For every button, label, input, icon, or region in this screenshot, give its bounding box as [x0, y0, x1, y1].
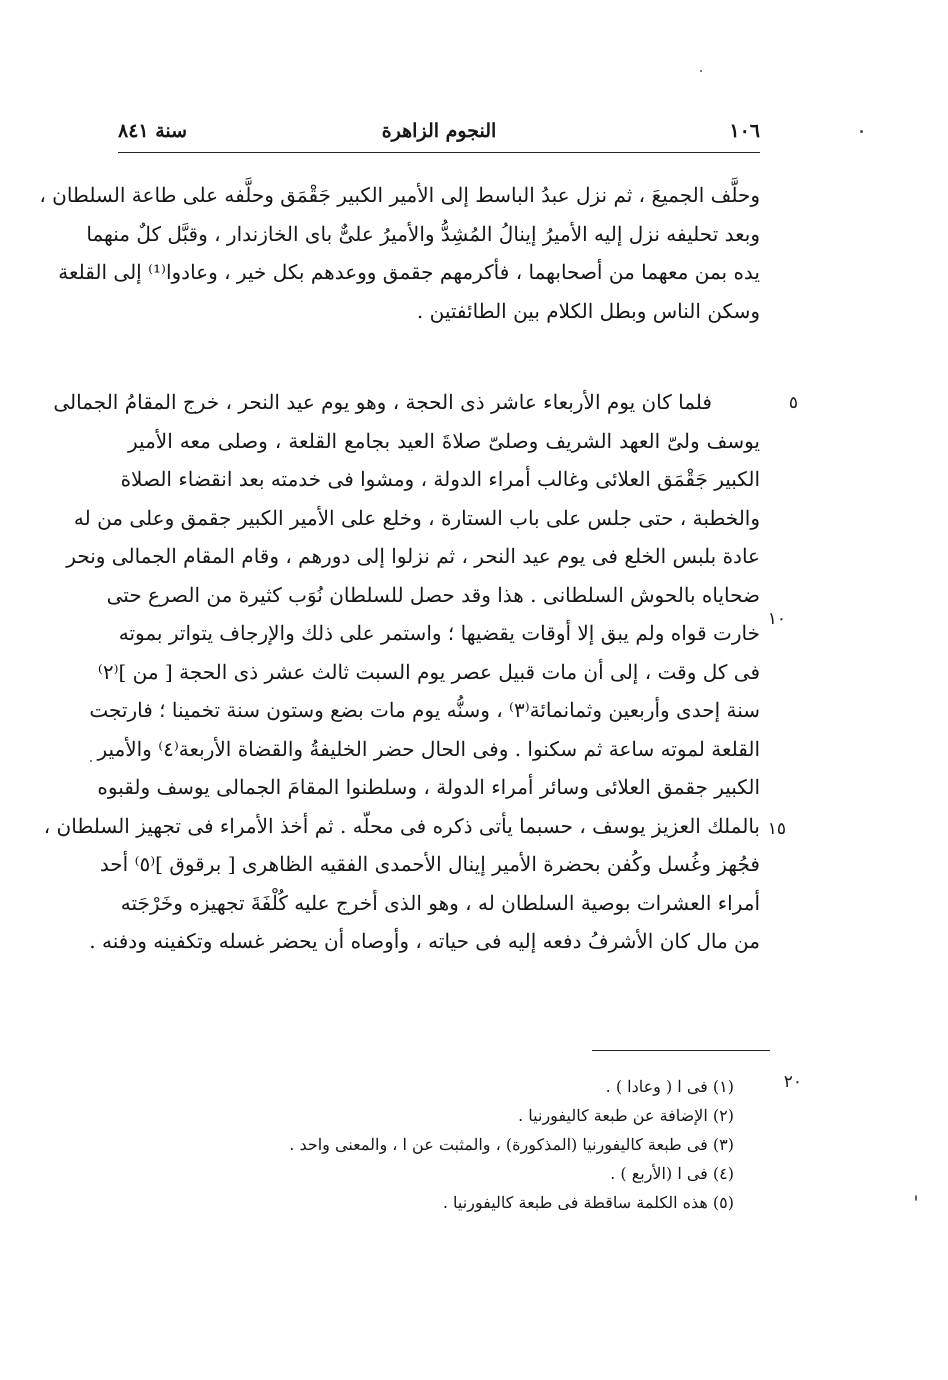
- text-line: وحلَّف الجميعَ ، ثم نزل عبدُ الباسط إلى الأمير الكبير جَقْمَق وحلَّفه على طاعة السلطان ،: [39, 183, 760, 207]
- text-line: سنة إحدى وأربعين وثمانمائة⁽٣⁾ ، وسنُّه يوم مات بضع وستون سنة تخمينا ؛ فارتجت: [89, 698, 760, 722]
- text-line: أمراء العشرات بوصية السلطان له ، وهو الذى أخرج عليه كُلْفَةَ تجهيزه وخَرْجَته: [120, 890, 760, 915]
- text-line: والخطبة ، حتى جلس على باب الستارة ، وخلع على الأمير الكبير جقمق وعلى من له: [73, 505, 760, 530]
- footnote: (٢) الإضافة عن طبعة كاليفورنيا .: [518, 1106, 734, 1125]
- footnote: (٤) فى ا (الأربع ) .: [610, 1164, 734, 1183]
- text-line: يده بمن معهما من أصحابهما ، فأكرمهم جقمق ووعدهم بكل خير ، وعادوا⁽¹⁾ إلى القلعة: [58, 260, 760, 284]
- page-number: ١٠٦: [729, 120, 760, 142]
- text-line: يوسف ولىّ العهد الشريف وصلىّ صلاةَ العيد بجامع القلعة ، وصلى معه الأمير: [128, 428, 760, 453]
- text-line: بالملك العزيز يوسف ، حسبما يأتى ذكره فى محلّه . ثم أخذ الأمراء فى تجهيز السلطان ،: [43, 813, 760, 838]
- scan-speck: [915, 1195, 917, 1201]
- text-line: من مال كان الأشرفُ دفعه إليه فى حياته ، وأوصاه أن يحضر غسله وتكفينه ودفنه .: [89, 929, 760, 953]
- text-line: الكبير جقمق العلائى وسائر أمراء الدولة ، وسلطنوا المقامَ الجمالى يوسف ولقبوه: [97, 775, 760, 799]
- footnote: (٥) هذه الكلمة ساقطة فى طبعة كاليفورنيا .: [442, 1193, 734, 1212]
- line-number-margin: ١٥: [767, 819, 786, 839]
- text-line: فى كل وقت ، إلى أن مات قبيل عصر يوم السبت ثالث عشر ذى الحجة [ من ]⁽٢⁾: [97, 659, 760, 684]
- text-line: القلعة لموته ساعة ثم سكنوا . وفى الحال حضر الخليفةُ والقضاة الأربعة⁽٤⁾ والأمير: [97, 736, 760, 761]
- scan-speck: [90, 760, 92, 762]
- scan-speck: [700, 70, 702, 72]
- paragraph-1: [39, 176, 760, 330]
- footnote-rule: [592, 1050, 770, 1051]
- text-line: وسكن الناس وبطل الكلام بين الطائفتين .: [416, 298, 760, 323]
- running-title: النجوم الزاهرة: [381, 120, 497, 142]
- paragraph-2: [43, 383, 760, 961]
- header-year: سنة ٨٤١: [118, 120, 188, 142]
- line-number-margin: ٥: [788, 393, 798, 413]
- footnote: (١) فى ا ( وعادا ) .: [605, 1077, 734, 1096]
- scan-speck: [860, 130, 863, 133]
- text-line: وبعد تحليفه نزل إليه الأميرُ إينالُ المُشِدُّ والأميرُ علىٌّ باى الخازندار ، وقبَّل كلٌ منهما: [86, 221, 760, 246]
- header-rule: [118, 152, 760, 153]
- text-line: فلما كان يوم الأربعاء عاشر ذى الحجة ، وهو يوم عيد النحر ، خرج المقامُ الجمالى: [53, 390, 712, 414]
- footnote: (٣) فى طبعة كاليفورنيا (المذكورة) ، والمثبت عن ا ، والمعنى واحد .: [289, 1135, 734, 1154]
- text-line: عادة بلبس الخلع فى يوم عيد النحر ، ثم نزلوا إلى دورهم ، وقام المقام الجمالى ونحر: [66, 544, 760, 568]
- footnotes: [289, 1072, 734, 1217]
- text-line: ضحاياه بالحوش السلطانى . هذا وقد حصل للسلطان نُوَب كثيرة من الصرع حتى: [106, 582, 760, 607]
- line-number-margin: ٢٠: [783, 1072, 802, 1092]
- text-line: فجُهز وغُسل وكُفن بحضرة الأمير إينال الأحمدى الفقيه الظاهرى [ برقوق ]⁽٥⁾ أحد: [99, 852, 760, 876]
- text-line: الكبير جَقْمَق العلائى وغالب أمراء الدولة ، ومشوا فى خدمته بعد انقضاء الصلاة: [120, 467, 760, 491]
- text-line: خارت قواه ولم يبق إلا أوقات يقضيها ؛ واستمر على ذلك والإرجاف يتواتر بموته: [118, 621, 760, 645]
- line-number-margin: ١٠: [767, 609, 786, 629]
- running-header: [118, 110, 760, 150]
